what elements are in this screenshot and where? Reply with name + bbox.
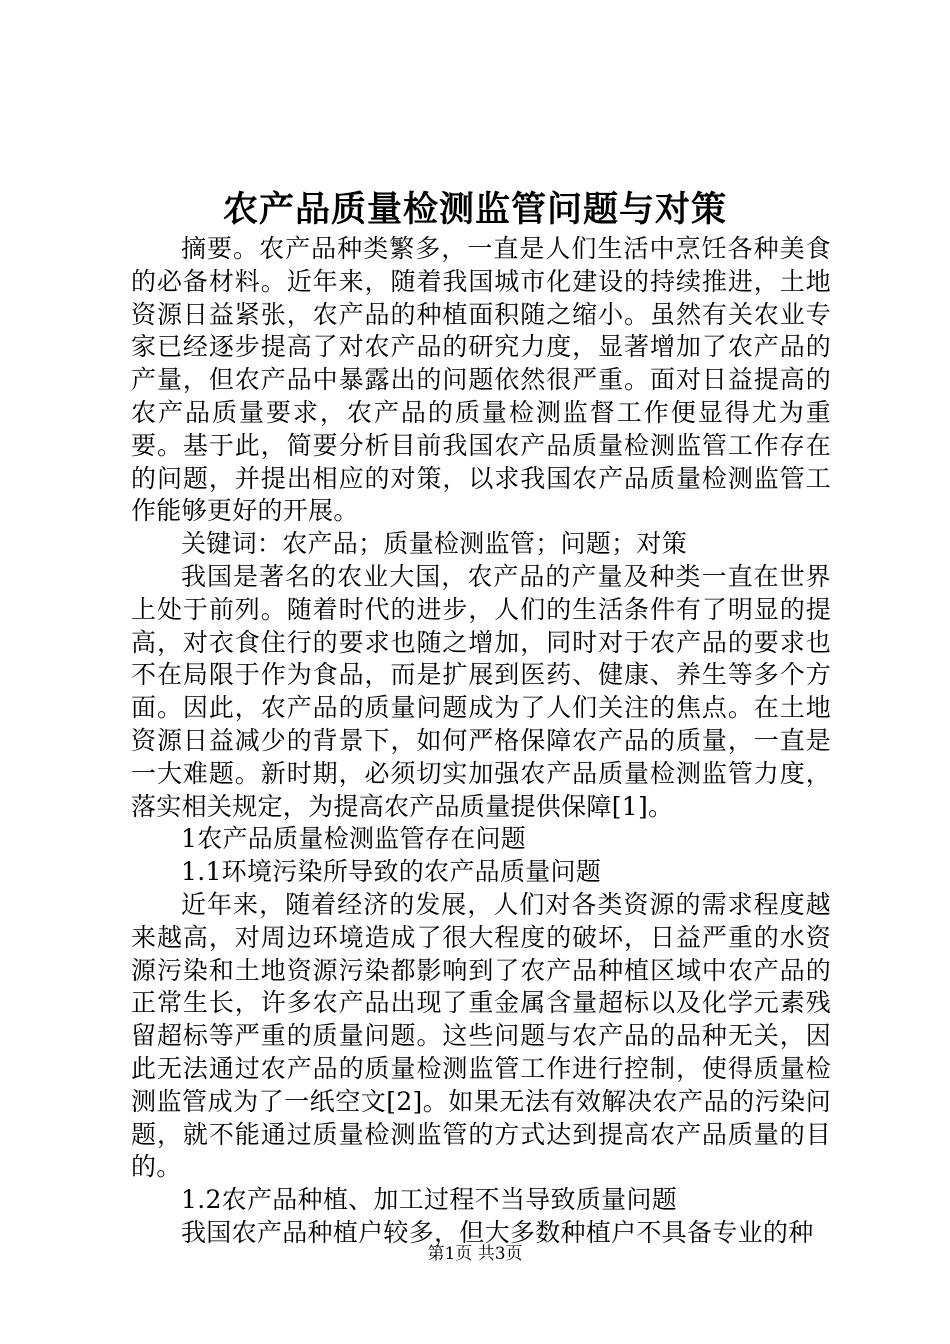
section-heading-1-2: 1.2农产品种植、加工过程不当导致质量问题 [181,1185,678,1215]
body-paragraph: 近年来，随着经济的发展，人们对各类资源的需求程度越来越高，对周边环境造成了很大程度的破坏，日益严重的水资源污染和土地资源污染都影响到了农产品种植区域中农产品的正常生长，许多农产品出现了重金属含量超标以及化学元素残留超标等严重的质量问题。这些问题与农产品的品种无关，因此无法通过农产品的质量检测监管工作进行控制，使得质量检测监管成为了一纸空文[2]。如果无法有效解决农产品的污染问题，就不能通过质量检测监管的方式达到提高农产品质量的目的。 [131,889,831,1182]
abstract-paragraph: 摘要。农产品种类繁多，一直是人们生活中烹饪各种美食的必备材料。近年来，随着我国城市化建设的持续推进，土地资源日益紧张，农产品的种植面积随之缩小。虽然有关农业专家已经逐步提高了对农产品的研究力度，显著增加了农产品的产量，但农产品中暴露出的问题依然很严重。面对日益提高的农产品质量要求，农产品的质量检测监督工作便显得尤为重要。基于此，简要分析目前我国农产品质量检测监管工作存在的问题，并提出相应的对策，以求我国农产品质量检测监管工作能够更好的开展。 [131,234,831,526]
body-paragraph: 我国农产品种植户较多，但大多数种植户不具备专业的种 [181,1217,814,1247]
document-title: 农产品质量检测监管问题与对策 [222,189,727,230]
keywords-paragraph: 关键词：农产品；质量检测监管；问题；对策 [181,529,688,559]
document-body [131,233,831,1250]
section-heading-1-1: 1.1环境污染所导致的农产品质量问题 [181,857,602,887]
page-footer: 第1页 共3页 [427,1244,523,1264]
section-heading-1: 1农产品质量检测监管存在问题 [181,824,527,854]
intro-paragraph: 我国是著名的农业大国，农产品的产量及种类一直在世界上处于前列。随着时代的进步，人们的生活条件有了明显的提高，对衣食住行的要求也随之增加，同时对于农产品的要求也不在局限于作为食品，而是扩展到医药、健康、养生等多个方面。因此，农产品的质量问题成为了人们关注的焦点。在土地资源日益减少的背景下，如何严格保障农产品的质量，一直是一大难题。新时期，必须切实加强农产品质量检测监管力度，落实相关规定，为提高农产品质量提供保障[1]。 [131,561,831,821]
